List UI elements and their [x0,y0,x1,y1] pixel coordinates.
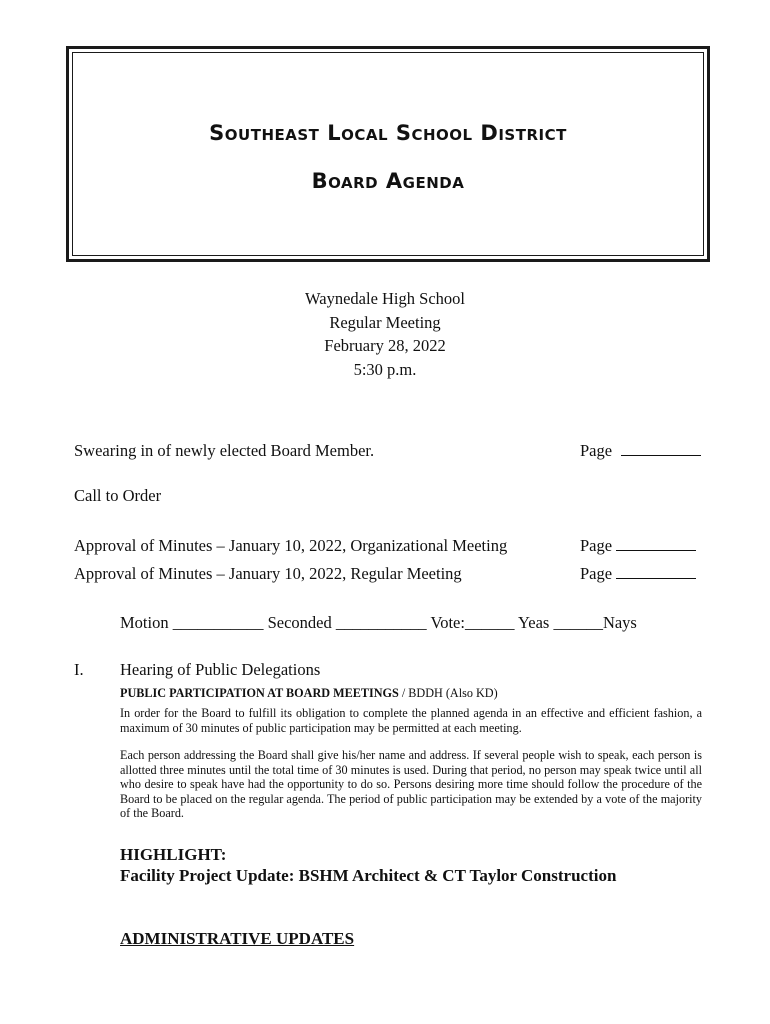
page-label: Page [580,441,613,460]
agenda-minutes-regular: Approval of Minutes – January 10, 2022, Regular Meeting [74,564,462,583]
highlight-label: HIGHLIGHT: [120,845,227,864]
policy-heading [120,686,498,701]
district-name: Southeast Local School District [209,121,567,145]
agenda-minutes-organizational: Approval of Minutes – January 10, 2022, Organizational Meeting [74,536,508,555]
section-heading: Hearing of Public Delegations [120,660,321,679]
page-number-blank [616,536,696,551]
page-label: Page [580,564,613,583]
meeting-time: 5:30 p.m. [353,359,417,379]
policy-code: / BDDH (Also KD) [398,686,498,700]
agenda-call-to-order: Call to Order [74,486,162,505]
policy-paragraph-1: In order for the Board to fulfill its obligation to complete the planned agenda in an effective and efficient fashion, a maximum of 30 minutes of public participation may be permitted at each meeting. [120,706,702,735]
administrative-updates-heading: ADMINISTRATIVE UPDATES [120,929,355,948]
meeting-info [0,287,770,381]
page-field-minutes-regular [580,564,696,584]
title-box-inner-border [72,52,704,256]
page-label: Page [580,536,613,555]
page-field-swearing-in [580,441,701,461]
page-number-blank [621,441,701,456]
policy-title: PUBLIC PARTICIPATION AT BOARD MEETINGS [120,686,399,700]
meeting-location: Waynedale High School [305,289,465,308]
motion-vote-line: Motion ___________ Seconded ___________ Vote:______ Yeas ______Nays [120,613,637,632]
page-field-minutes-organizational [580,536,696,556]
agenda-swearing-in: Swearing in of newly elected Board Member. [74,441,375,460]
highlight-text: Facility Project Update: BSHM Architect & CT Taylor Construction [120,866,617,885]
meeting-date: February 28, 2022 [324,336,446,355]
page-number-blank [616,564,696,579]
section-numeral: I. [74,660,84,679]
document-title: Board Agenda [311,169,465,193]
meeting-type: Regular Meeting [329,312,441,332]
title-box [66,46,710,262]
policy-paragraph-2: Each person addressing the Board shall give his/her name and address. If several people wish to speak, each person is allotted three minutes until the total time of 30 minutes is used. During that period, no person may speak twice until all who desire to speak have had the opportunity to do so. Persons desiring more time should follow the procedure of the Board to be placed on the regular agenda. The period of public participation may be extended by a vote of the majority of the Board. [120,748,702,820]
